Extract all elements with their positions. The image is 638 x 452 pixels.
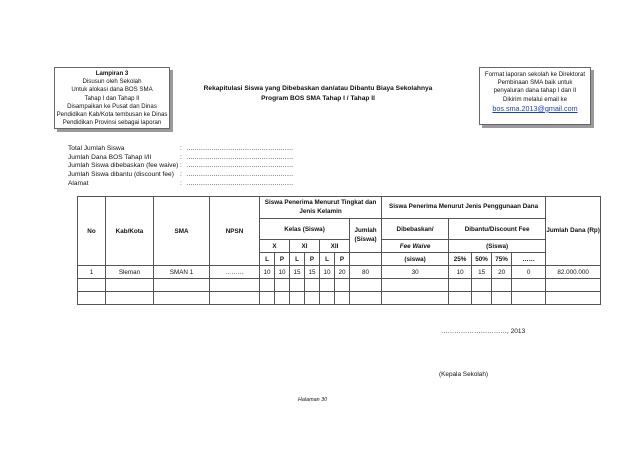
empty-cell[interactable] [350, 292, 382, 305]
empty-cell[interactable] [382, 279, 449, 292]
empty-cell[interactable] [275, 279, 290, 292]
header-p75: 75% [492, 253, 512, 266]
header-p50: 50% [472, 253, 492, 266]
header-dibantu: Dibantu/Discount Fee [449, 219, 546, 240]
empty-cell[interactable] [335, 292, 350, 305]
empty-cell[interactable] [335, 279, 350, 292]
empty-cell[interactable] [106, 292, 154, 305]
empty-cell[interactable] [106, 279, 154, 292]
info-label: Jumlah Siswa dibantu (discount fee) [68, 171, 174, 179]
format-note-line: penyaluran dana tahap I dan II [493, 87, 577, 95]
cell-jumlah: 80 [350, 266, 382, 279]
table-header-row [78, 197, 601, 219]
cell-x-p: 10 [275, 266, 290, 279]
empty-cell[interactable] [275, 292, 290, 305]
format-note-line: Format laporan sekolah ke Direktorat [484, 71, 586, 78]
cell-sma: SMAN 1 [154, 266, 210, 279]
empty-cell[interactable] [78, 279, 106, 292]
info-fill-in-field[interactable]: …………………………………………… [186, 171, 293, 179]
info-fill-in-field[interactable]: …………………………………………… [186, 145, 293, 152]
attachment-note-line: Untuk alokasi dana BOS SMA [71, 86, 153, 94]
empty-cell[interactable] [290, 292, 305, 305]
header-kelas-xii: XII [320, 240, 350, 253]
empty-cell[interactable] [260, 279, 275, 292]
header-dibebaskan: Dibebaskan/ [382, 219, 449, 240]
header-kabkota: Kab/Kota [106, 197, 154, 266]
info-label: Alamat [68, 179, 89, 187]
attachment-note-box [54, 67, 170, 129]
header-penerima-dana: Siswa Penerima Menurut Jenis Penggunaan Dana [382, 197, 546, 219]
header-xii-p: P [335, 253, 350, 266]
info-row-fee-waive [68, 162, 293, 171]
attachment-note-line: Disampaikan ke Pusat dan Dinas [67, 102, 157, 110]
info-fill-in-field[interactable]: …………………………………………… [186, 153, 293, 161]
format-note-line: Dikirim melalui email ke [503, 95, 567, 103]
table-row [78, 266, 601, 279]
empty-cell[interactable] [305, 292, 320, 305]
header-penerima-gender: Siswa Penerima Menurut Tingkat dan Jenis Kelamin [260, 197, 382, 219]
header-xi-p: P [305, 253, 320, 266]
header-p25: 25% [449, 253, 472, 266]
cell-fee-waive: 30 [382, 266, 449, 279]
empty-cell[interactable] [492, 292, 512, 305]
info-label: Jumlah Dana BOS Tahap I/II [68, 153, 152, 161]
empty-cell[interactable] [512, 279, 546, 292]
attachment-note-line: Disusun oleh Sekolah [82, 78, 142, 86]
cell-p50: 15 [472, 266, 492, 279]
attachment-title: Lampiran 3 [95, 70, 129, 77]
format-note-line: Pembinaan SMA baik untuk [497, 79, 573, 87]
report-format-box [479, 67, 591, 125]
cell-pmore: 0 [512, 266, 546, 279]
email-link[interactable]: bos.sma.2013@gmail.com [492, 103, 578, 113]
attachment-note-line: Tahap I dan Tahap II [84, 94, 140, 102]
cell-xii-p: 20 [335, 266, 350, 279]
empty-cell[interactable] [78, 292, 106, 305]
empty-cell[interactable] [305, 279, 320, 292]
header-fee-waive: Fee Waive [382, 240, 449, 253]
info-row-total-siswa [68, 145, 293, 154]
header-xi-l: L [290, 253, 305, 266]
header-pmore: …… [512, 253, 546, 266]
info-label: Total Jumlah Siswa [68, 145, 125, 152]
header-jumlah-blank [350, 253, 382, 266]
attachment-note-line: Pendidikan Provinsi sebagai laporan [62, 119, 162, 127]
school-info-block [68, 145, 293, 189]
empty-cell[interactable] [472, 292, 492, 305]
cell-npsn: ……… [210, 266, 260, 279]
document-title-line1: Rekapitulasi Siswa yang Dibebaskan dan/atau Dibantu Biaya Sekolahnya [203, 85, 433, 92]
cell-p25: 10 [449, 266, 472, 279]
empty-cell[interactable] [546, 292, 601, 305]
header-npsn: NPSN [210, 197, 260, 266]
info-colon: : [180, 179, 182, 187]
empty-cell[interactable] [492, 279, 512, 292]
principal-signature-label: (Kepala Sekolah) [439, 371, 489, 378]
empty-cell[interactable] [290, 279, 305, 292]
empty-cell[interactable] [449, 279, 472, 292]
page-number: Halaman 30 [298, 397, 328, 403]
date-place-line[interactable]: …………………………, 2013 [441, 328, 526, 335]
info-colon: : [180, 145, 182, 152]
header-kelas: Kelas (Siswa) [260, 219, 350, 240]
document-title [200, 84, 436, 103]
cell-no: 1 [78, 266, 106, 279]
header-no: No [78, 197, 106, 266]
cell-p75: 20 [492, 266, 512, 279]
info-label: Jumlah Siswa dibebaskan (fee waive) [68, 162, 179, 170]
header-kelas-xi: XI [290, 240, 320, 253]
cell-xi-p: 15 [305, 266, 320, 279]
info-colon: : [180, 162, 182, 170]
empty-cell[interactable] [382, 292, 449, 305]
empty-cell[interactable] [320, 279, 335, 292]
empty-cell[interactable] [449, 292, 472, 305]
empty-cell[interactable] [472, 279, 492, 292]
info-colon: : [180, 171, 182, 179]
info-fill-in-field[interactable]: …………………………………………… [186, 179, 293, 187]
header-x-l: L [260, 253, 275, 266]
cell-jumlah-dana: 82.000.000 [546, 266, 601, 279]
info-row-dana-bos [68, 154, 293, 163]
table-row-empty [78, 292, 601, 305]
recap-table [77, 196, 601, 305]
cell-kabkota: Sleman [106, 266, 154, 279]
empty-cell[interactable] [210, 279, 260, 292]
empty-cell[interactable] [154, 292, 210, 305]
attachment-note-line: Pendidikan Kab/Kota tembusan ke Dinas [56, 111, 168, 119]
cell-x-l: 10 [260, 266, 275, 279]
info-row-alamat [68, 180, 293, 189]
info-row-discount-fee [68, 171, 293, 180]
header-jumlah-siswa: Jumlah (Siswa) [350, 219, 382, 253]
header-sma: SMA [154, 197, 210, 266]
info-fill-in-field[interactable]: …………………………………………… [186, 162, 293, 170]
cell-xii-l: 10 [320, 266, 335, 279]
header-x-p: P [275, 253, 290, 266]
empty-cell[interactable] [512, 292, 546, 305]
header-siswa-lower: (siswa) [382, 253, 449, 266]
empty-cell[interactable] [546, 279, 601, 292]
header-siswa: (Siswa) [449, 240, 546, 253]
header-xii-l: L [320, 253, 335, 266]
empty-cell[interactable] [210, 292, 260, 305]
cell-xi-l: 15 [290, 266, 305, 279]
header-jumlah-dana: Jumlah Dana (Rp) [546, 197, 601, 266]
empty-cell[interactable] [320, 292, 335, 305]
document-title-line2: Program BOS SMA Tahap I / Tahap II [261, 94, 375, 102]
empty-cell[interactable] [350, 279, 382, 292]
empty-cell[interactable] [154, 279, 210, 292]
table-row-empty [78, 279, 601, 292]
header-kelas-x: X [260, 240, 290, 253]
empty-cell[interactable] [260, 292, 275, 305]
info-colon: : [180, 153, 182, 161]
